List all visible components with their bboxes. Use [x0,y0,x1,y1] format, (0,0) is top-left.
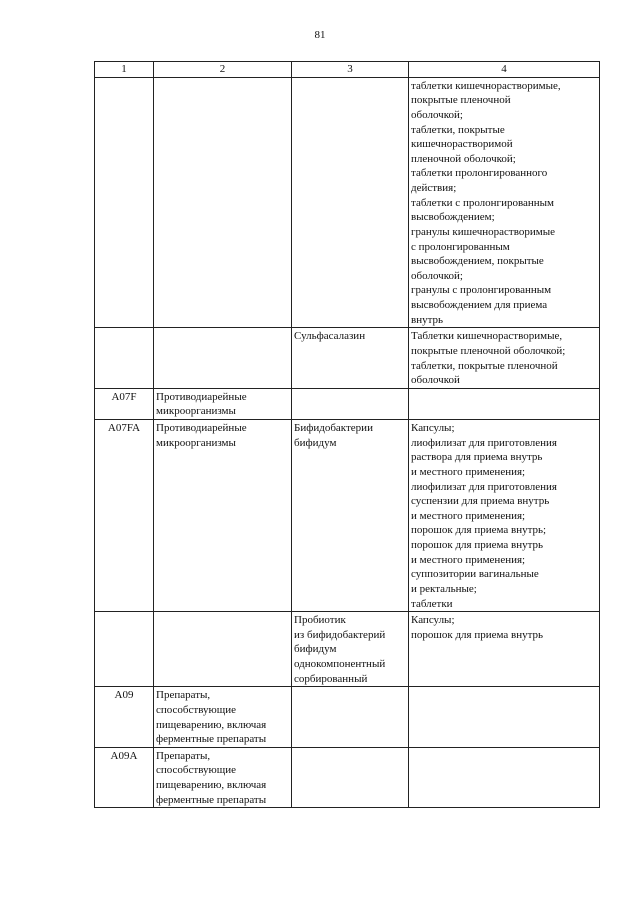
table-row [95,77,600,328]
dosage-forms-cell [409,420,600,612]
column-header-1: 1 [95,62,154,78]
dosage-form-line: и местного применения; [411,509,526,522]
table-row [95,687,600,748]
medicine-table [94,61,600,808]
dosage-form-line: и местного применения; [411,553,526,566]
dosage-form-line: суспензии для приема внутрь [411,495,550,508]
group-name-cell [154,420,292,612]
dosage-form-line: Капсулы; [411,422,455,434]
table-row [95,388,600,419]
dosage-form-line: гранулы с пролонгированным [411,284,552,297]
drug-name-cell [292,612,409,687]
drug-name-cell [292,328,409,389]
dosage-form-line: оболочкой; [411,269,463,282]
group-name-cell [154,77,292,328]
group-name-line: ферментные препараты [156,793,267,806]
drug-name-line: бифидум [294,436,337,449]
dosage-form-line: таблетки, покрытые пленочной [411,359,558,372]
table-row [95,420,600,612]
group-name-line: Препараты, [156,689,211,702]
dosage-form-line: и ректальные; [411,582,477,595]
dosage-form-line: высвобождением, покрытые [411,255,544,268]
group-name-line: микроорганизмы [156,436,236,449]
group-name-cell [154,328,292,389]
group-name-cell [154,687,292,748]
atc-code-cell [95,77,154,328]
dosage-forms-cell [409,388,600,419]
drug-name-line: сорбированный [294,672,368,685]
table-row [95,612,600,687]
drug-name-cell [292,747,409,808]
dosage-form-line: таблетки, покрытые [411,123,505,136]
dosage-form-line: гранулы кишечнорастворимые [411,225,555,238]
dosage-form-line: порошок для приема внутрь [411,539,544,551]
dosage-form-line: пленочной оболочкой; [411,152,516,165]
group-name-cell [154,612,292,687]
drug-name-line: Бифидобактерии [294,422,373,434]
column-header-2: 2 [154,62,292,78]
drug-name-cell [292,687,409,748]
dosage-form-line: таблетки кишечнорастворимые, [411,79,561,92]
group-name-line: Противодиарейные [156,422,247,434]
dosage-form-line: раствора для приема внутрь [411,451,543,464]
group-name-line: микроорганизмы [156,405,236,418]
dosage-form-line: лиофилизат для приготовления [411,436,557,449]
atc-code-cell [95,328,154,389]
dosage-form-line: оболочкой; [411,108,463,121]
group-name-cell [154,747,292,808]
drug-name-cell [292,388,409,419]
dosage-form-line: действия; [411,182,457,194]
dosage-form-line: покрытые пленочной [411,94,511,107]
drug-name-line: из бифидобактерий [294,628,386,641]
dosage-form-line: порошок для приема внутрь; [411,524,547,537]
atc-code-cell [95,612,154,687]
dosage-forms-cell [409,687,600,748]
dosage-form-line: Капсулы; [411,614,455,627]
table-row [95,747,600,808]
column-header-4: 4 [409,62,600,78]
group-name-line: Препараты, [156,749,211,762]
dosage-form-line: Таблетки кишечнорастворимые, [411,330,563,343]
atc-code-cell: А07FA [95,420,154,612]
group-name-line: пищеварению, включая [156,779,267,791]
column-header-3: 3 [292,62,409,78]
atc-code-cell: А07F [95,388,154,419]
atc-code-cell: А09А [95,747,154,808]
group-name-line: пищеварению, включая [156,718,267,731]
dosage-form-line: с пролонгированным [411,240,510,253]
drug-name-cell [292,77,409,328]
dosage-form-line: таблетки пролонгированного [411,167,548,180]
drug-name-cell [292,420,409,612]
table-row [95,328,600,389]
page-number: 81 [314,29,326,41]
drug-name-line: Пробиотик [294,614,346,627]
dosage-form-line: кишечнорастворимой [411,138,513,151]
table-body [95,77,600,808]
dosage-form-line: оболочкой [411,374,460,387]
drug-name-line: бифидум [294,643,337,656]
group-name-line: Противодиарейные [156,390,247,403]
table-header-row [95,62,600,78]
drug-name-line: Сульфасалазин [294,330,366,343]
dosage-form-line: таблетки [411,597,453,610]
dosage-forms-cell [409,612,600,687]
dosage-form-line: лиофилизат для приготовления [411,480,557,493]
dosage-form-line: таблетки с пролонгированным [411,196,555,209]
group-name-cell [154,388,292,419]
atc-code-cell: А09 [95,687,154,748]
group-name-line: ферментные препараты [156,733,267,746]
group-name-line: способствующие [156,703,236,716]
dosage-form-line: покрытые пленочной оболочкой; [411,344,566,357]
dosage-forms-cell [409,328,600,389]
dosage-form-line: высвобождением для приема [411,299,548,311]
dosage-forms-cell [409,747,600,808]
dosage-form-line: внутрь [411,313,444,326]
dosage-form-line: порошок для приема внутрь [411,628,544,641]
dosage-form-line: высвобождением; [411,211,495,224]
dosage-form-line: и местного применения; [411,465,526,478]
group-name-line: способствующие [156,764,236,777]
drug-name-line: однокомпонентный [294,658,386,670]
dosage-form-line: суппозитории вагинальные [411,568,539,581]
dosage-forms-cell [409,77,600,328]
